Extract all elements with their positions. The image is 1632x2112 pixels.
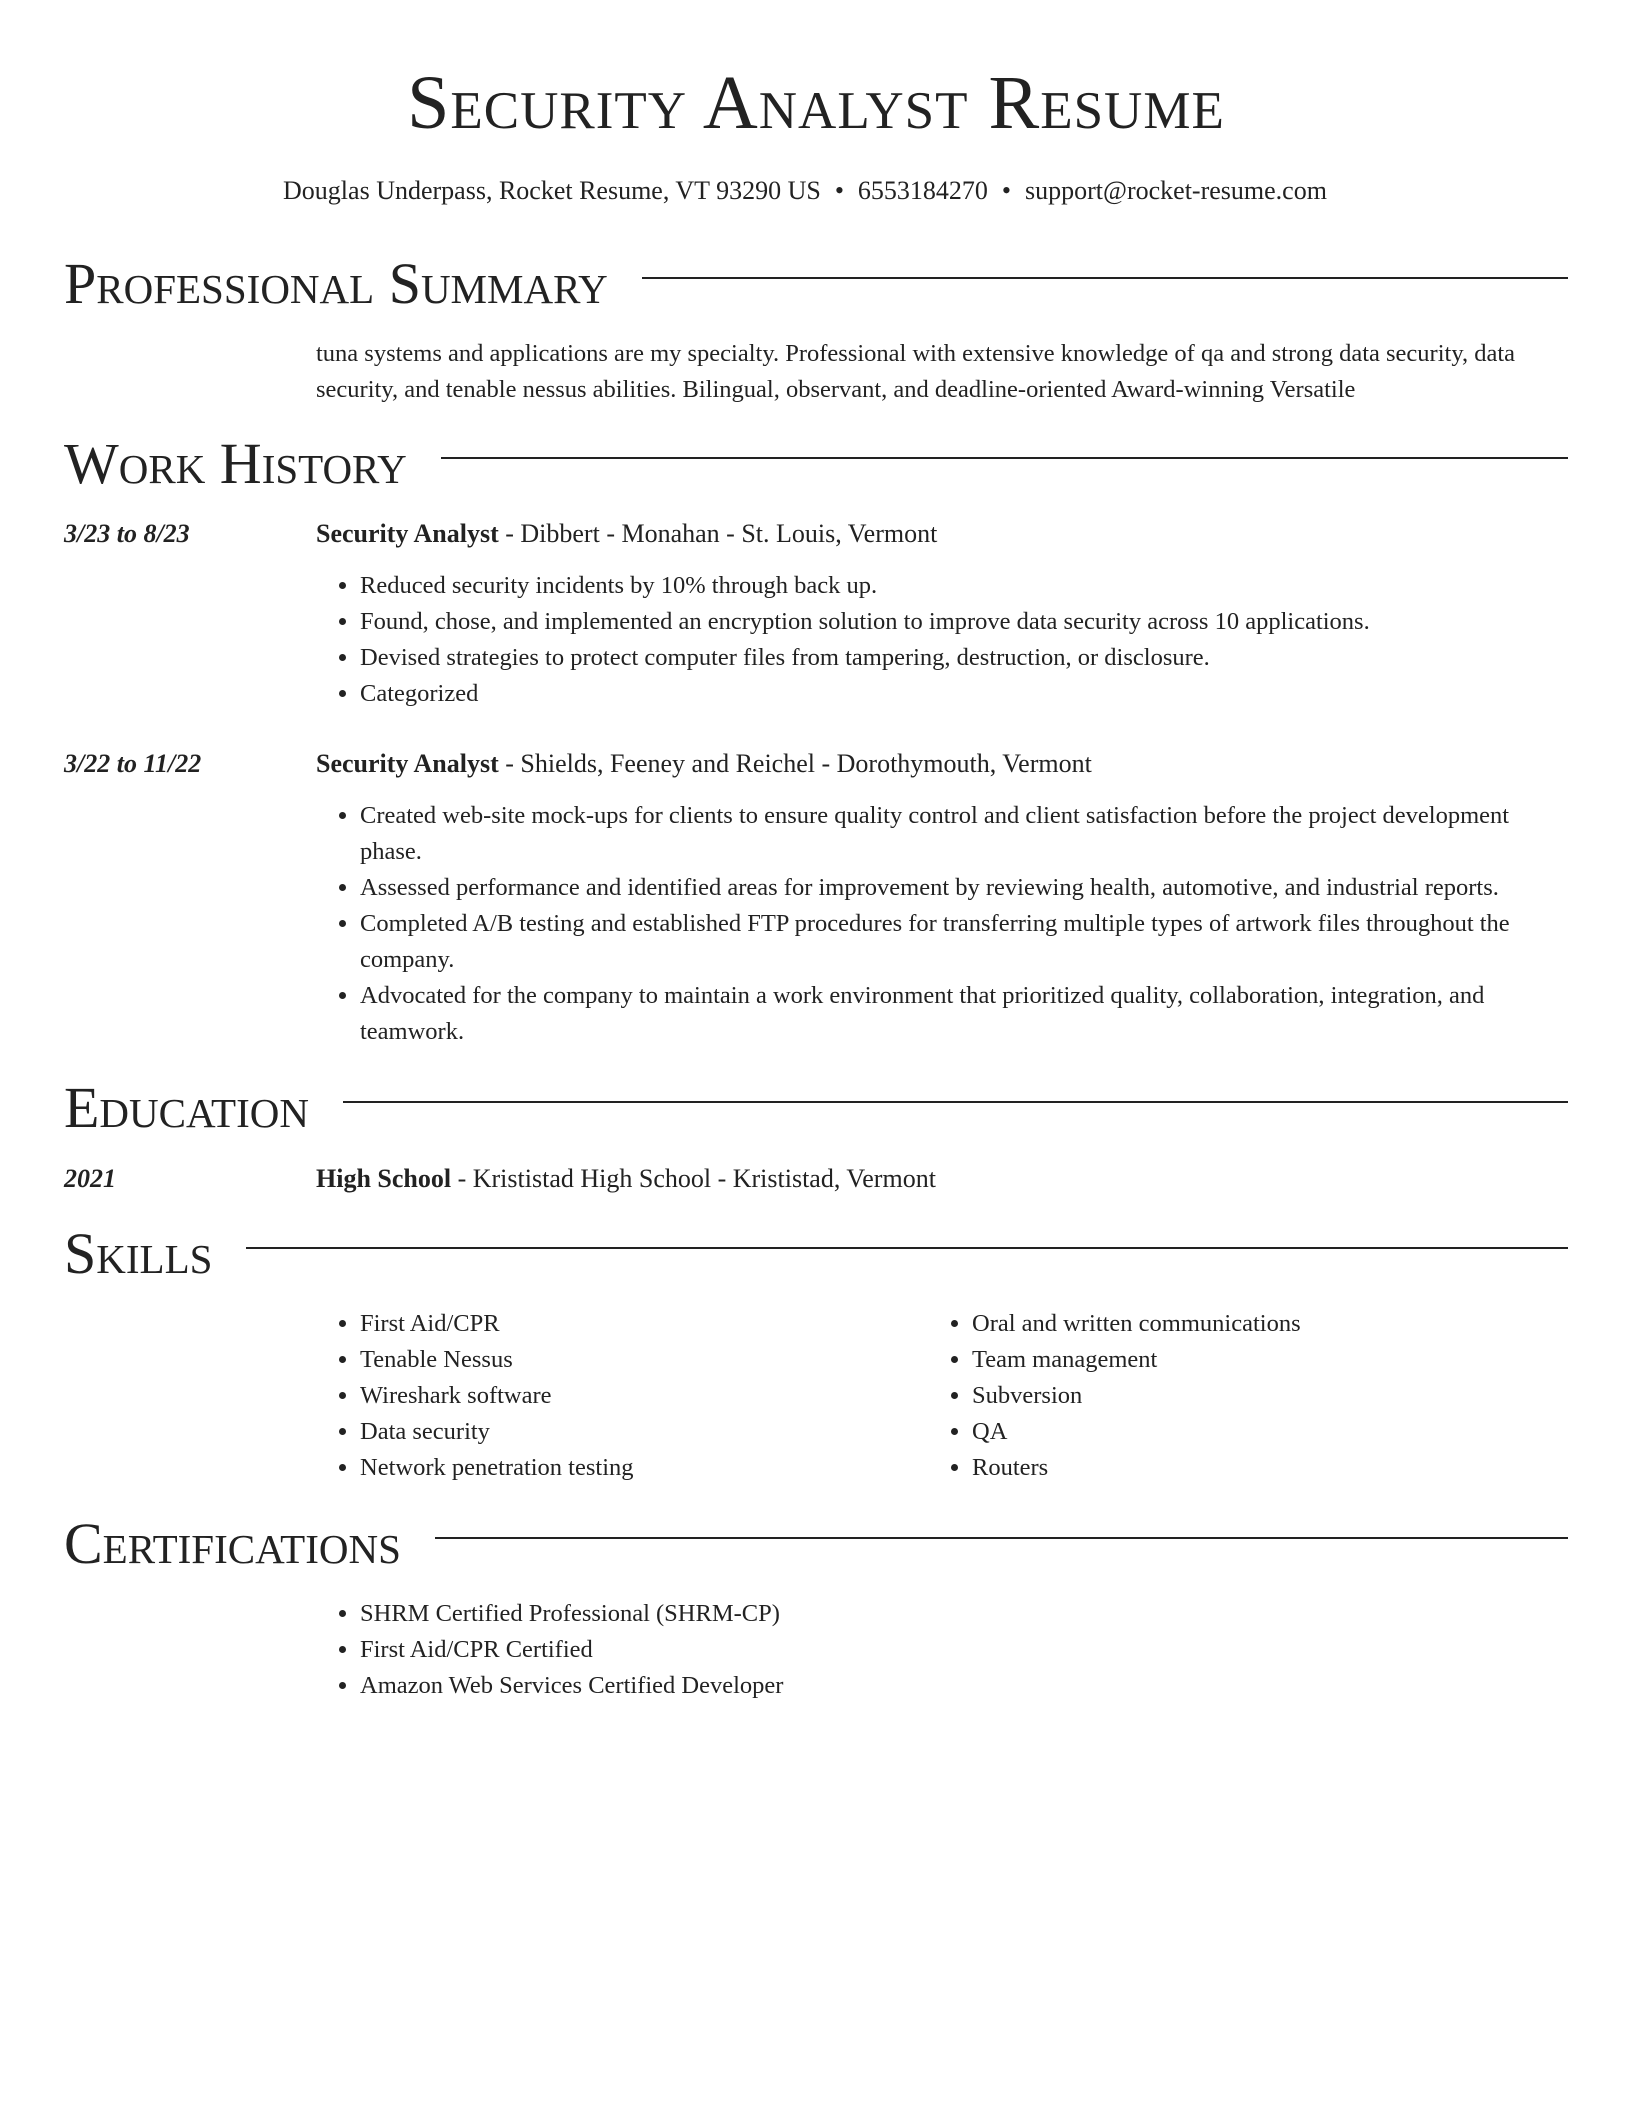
job-bullet: • Advocated for the company to maintain a work environment that prioritized quality, collaboration, integration, and teamwork. [360, 978, 1566, 1050]
certifications-list [316, 1596, 1566, 1704]
section-header-education [64, 1076, 1568, 1140]
contact-phone: 6553184270 [857, 176, 988, 205]
job-bullet: • Reduced security incidents by 10% through back up. [360, 568, 1566, 604]
job-title: Security Analyst [316, 749, 499, 778]
section-header-skills [64, 1222, 1568, 1286]
section-header-work [64, 432, 1568, 496]
job-bullet: • Completed A/B testing and established FTP procedures for transferring multiple types of artwork files throughout the company. [360, 906, 1566, 978]
section-header-certifications [64, 1512, 1568, 1576]
skill-item: • Routers [972, 1450, 1528, 1486]
job-title: Security Analyst [316, 519, 499, 548]
section-divider [642, 277, 1568, 279]
education-details: - Krististad High School - Krististad, Vermont [451, 1164, 936, 1193]
job-bullet: • Assessed performance and identified areas for improvement by reviewing health, automotive, and industrial reports. [360, 870, 1566, 906]
education-year: 2021 [64, 1164, 116, 1193]
skill-item: • Data security [360, 1414, 916, 1450]
job-bullets [316, 798, 1566, 1050]
job-heading [316, 749, 1566, 779]
skill-item: • Oral and written communications [972, 1306, 1528, 1342]
certification-item: • First Aid/CPR Certified [360, 1632, 1566, 1668]
section-title-work: Work History [64, 431, 407, 496]
contact-separator: • [1001, 176, 1012, 205]
job-details: - Dibbert - Monahan - St. Louis, Vermont [498, 519, 938, 548]
skill-item: • Team management [972, 1342, 1528, 1378]
job-dates: 3/22 to 11/22 [64, 749, 202, 778]
skill-item: • First Aid/CPR [360, 1306, 916, 1342]
section-title-education: Education [64, 1075, 309, 1140]
skills-list-right [928, 1306, 1528, 1486]
certification-item: • SHRM Certified Professional (SHRM-CP) [360, 1596, 1566, 1632]
job-bullet: • Found, chose, and implemented an encryption solution to improve data security across 10 applications. [360, 604, 1566, 640]
job-bullet: • Devised strategies to protect computer files from tampering, destruction, or disclosure. [360, 640, 1566, 676]
job-heading [316, 519, 1566, 549]
section-divider [343, 1101, 1568, 1103]
job-details: - Shields, Feeney and Reichel - Dorothymouth, Vermont [498, 749, 1092, 778]
skill-item: • Wireshark software [360, 1378, 916, 1414]
section-divider [435, 1537, 1568, 1539]
certification-item: • Amazon Web Services Certified Developer [360, 1668, 1566, 1704]
section-header-summary [64, 252, 1568, 316]
contact-address: Douglas Underpass, Rocket Resume, VT 93290 US [283, 176, 821, 205]
skill-item: • QA [972, 1414, 1528, 1450]
skill-item: • Network penetration testing [360, 1450, 916, 1486]
summary-text: tuna systems and applications are my specialty. Professional with extensive knowledge of qa and strong data security, data security, and tenable nessus abilities. Bilingual, observant, and deadline-oriented Award-winning Versatile [316, 340, 1516, 403]
contact-separator: • [834, 176, 844, 205]
section-title-skills: Skills [64, 1221, 213, 1286]
resume-title: Security Analyst Resume [407, 61, 1225, 145]
section-title-certifications: Certifications [64, 1511, 401, 1576]
education-degree: High School [316, 1164, 452, 1193]
job-dates: 3/23 to 8/23 [64, 519, 190, 548]
job-bullets [316, 568, 1566, 712]
job-bullet: • Created web-site mock-ups for clients to ensure quality control and client satisfaction before the project development phase. [360, 798, 1566, 870]
contact-line [0, 176, 1610, 206]
education-heading [316, 1164, 1566, 1194]
job-bullet: • Categorized [360, 676, 1566, 712]
section-divider [441, 457, 1568, 459]
section-title-summary: Professional Summary [64, 251, 608, 316]
contact-email: support@rocket-resume.com [1025, 176, 1327, 205]
skill-item: • Subversion [972, 1378, 1528, 1414]
skill-item: • Tenable Nessus [360, 1342, 916, 1378]
skills-list-left [316, 1306, 916, 1486]
section-divider [246, 1247, 1568, 1249]
